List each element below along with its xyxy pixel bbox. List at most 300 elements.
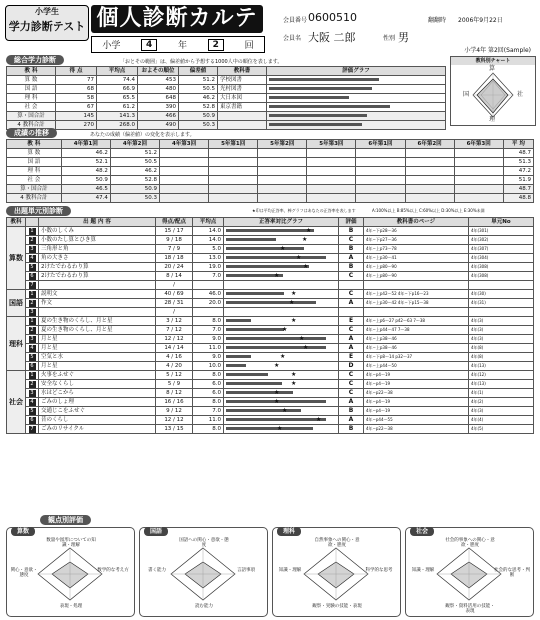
gender-value: 男 — [398, 31, 409, 44]
detail-my-rate-bar — [226, 247, 304, 250]
detail-my-rate-bar — [226, 229, 314, 232]
detail-subject-name: 国語 — [7, 290, 26, 317]
detail-no-badge: 1 — [30, 372, 34, 378]
detail-cell-page: 4年−p22〜38 — [364, 389, 469, 398]
overall-cell-subject: 算 数 — [7, 76, 56, 85]
trend-note: あなたの成績（偏差値）の変化を表示します。 — [90, 132, 195, 138]
detail-cell-score: 16 / 16 — [156, 398, 193, 407]
detail-cell-no — [26, 407, 39, 416]
detail-cell-no — [26, 380, 39, 389]
detail-cell-score: 40 / 69 — [156, 290, 193, 299]
detail-no-badge: 2 — [30, 300, 34, 306]
detail-max: 18 — [174, 237, 182, 243]
detail-max: 14 — [174, 273, 182, 279]
detail-cell-score: 15 / 17 — [156, 227, 193, 236]
detail-cell-content: 月と星 — [39, 362, 156, 371]
detail-cell-unit: 4年(307) — [469, 245, 534, 254]
overall-cell-textbook: 光村図書 — [218, 85, 267, 94]
detail-cell-no — [26, 236, 39, 245]
detail-cell-no — [26, 299, 39, 308]
issue-date: 2006年9月22日 — [458, 17, 503, 24]
trend-cell-subject: 算 数 — [7, 149, 62, 158]
detail-cell-no — [26, 371, 39, 380]
detail-cell-no — [26, 362, 39, 371]
overall-cell-avg: 61.2 — [97, 103, 138, 112]
ability-axis-label: 観察・実験の技能・表現 — [312, 604, 362, 609]
detail-col-no — [26, 218, 39, 227]
detail-cell-no — [26, 317, 39, 326]
detail-no-badge: 1 — [30, 291, 34, 297]
detail-cell-graph — [224, 272, 339, 281]
overall-col-rank: およその順位 — [138, 67, 179, 76]
overall-cell-rank: 490 — [138, 121, 179, 130]
detail-cell-avg: 13.0 — [193, 254, 224, 263]
detail-cell-unit: 4年(302) — [469, 236, 534, 245]
detail-cell-graph — [224, 425, 339, 434]
detail-cell-eval: B — [339, 227, 364, 236]
overall-cell-avg: 65.5 — [97, 94, 138, 103]
detail-cell-avg: 20.0 — [193, 299, 224, 308]
trend-cell-empty — [405, 176, 454, 185]
detail-cell-unit: 4年(5) — [469, 425, 534, 434]
detail-no-badge: 4 — [30, 345, 34, 351]
ability-panel-title: 理科 — [277, 527, 301, 536]
overall-col-dev: 偏差値 — [179, 67, 218, 76]
detail-cell-eval: D — [339, 362, 364, 371]
detail-cell-graph — [224, 290, 339, 299]
detail-cell-score: 7 / 12 — [156, 326, 193, 335]
detail-my-rate-bar — [226, 364, 246, 367]
detail-cell-score: 9 / 12 — [156, 407, 193, 416]
detail-cell-eval: C — [339, 236, 364, 245]
overall-col-textbook: 教科書 — [218, 67, 267, 76]
ability-axis-label: 観察・資料活用の技能・表現 — [445, 604, 495, 614]
detail-row — [7, 344, 534, 353]
detail-avg-star: ★ — [302, 236, 308, 243]
trend-cell-empty — [159, 185, 208, 194]
detail-my-rate-bar — [226, 256, 326, 259]
detail-avg-star: ★ — [274, 272, 280, 279]
detail-cell-content: 小数のしくみ — [39, 227, 156, 236]
detail-cell-no — [26, 398, 39, 407]
overall-eval-graph — [267, 112, 446, 121]
detail-cell-page: 4年−p4〜19 — [364, 398, 469, 407]
ability-axis-label: 読む能力 — [195, 604, 213, 609]
detail-cell-avg: 7.0 — [193, 272, 224, 281]
detail-cell-page: 4年−上p80〜90 — [364, 263, 469, 272]
detail-cell-avg: 7.0 — [193, 407, 224, 416]
detail-cell-graph — [224, 236, 339, 245]
trend-col-3: 4年第3回 — [159, 140, 208, 149]
overall-cell-dev: 46.2 — [179, 94, 218, 103]
detail-score: 3 — [166, 318, 170, 324]
detail-cell-graph — [224, 344, 339, 353]
detail-eval-note: A:100%以上 B:85%以上 C:60%以上 D:30%以上 E:30%未満 — [372, 208, 485, 213]
detail-cell-content: 月と星 — [39, 335, 156, 344]
trend-col-6: 5年第3回 — [307, 140, 356, 149]
detail-avg-star: ★ — [274, 398, 280, 405]
grade-round-box — [91, 36, 265, 53]
detail-score: 9 — [166, 237, 170, 243]
detail-avg-star: ★ — [274, 389, 280, 396]
detail-cell-content: 夏の生き物のくらし、月と星 — [39, 326, 156, 335]
detail-col-graph: 正答率対比グラフ — [224, 218, 339, 227]
detail-cell-eval — [339, 308, 364, 317]
detail-max: 69 — [176, 291, 184, 297]
member-name-label: 会員名 — [283, 35, 302, 42]
detail-cell-score: 14 / 14 — [156, 344, 193, 353]
overall-cell-subject: 国 語 — [7, 85, 56, 94]
overall-cell-score: 67 — [56, 103, 97, 112]
trend-cell-subject: 算・国合計 — [7, 185, 62, 194]
detail-cell-eval: B — [339, 263, 364, 272]
detail-cell-avg: 8.0 — [193, 371, 224, 380]
grade-prefix: 小学 — [102, 41, 121, 51]
detail-my-rate-bar — [226, 409, 301, 412]
overall-row — [7, 112, 446, 121]
detail-col-score: 得点/配点 — [156, 218, 193, 227]
detail-subject-name: 理科 — [7, 317, 26, 371]
overall-cell-dev: 51.2 — [179, 76, 218, 85]
trend-col-5: 5年第2回 — [258, 140, 307, 149]
detail-cell-graph — [224, 245, 339, 254]
ability-panel-title: 算数 — [11, 527, 35, 536]
detail-col-eval: 評価 — [339, 218, 364, 227]
detail-cell-no — [26, 254, 39, 263]
subject-chart-box — [450, 56, 536, 126]
detail-avg-star: ★ — [291, 380, 297, 387]
detail-cell-page: 4年−p4〜19 — [364, 407, 469, 416]
overall-cell-score: 77 — [56, 76, 97, 85]
overall-eval-graph — [267, 121, 446, 130]
overall-eval-bar — [269, 114, 367, 117]
overall-cell-rank: 480 — [138, 85, 179, 94]
trend-cell-empty — [454, 149, 503, 158]
report-subtitle: 小学4年 第2回(Sample) — [464, 47, 531, 54]
trend-cell-empty — [159, 158, 208, 167]
detail-my-rate-bar — [226, 373, 268, 376]
overall-cell-textbook: 東京書籍 — [218, 103, 267, 112]
trend-col-10: 平 均 — [503, 140, 533, 149]
detail-cell-content — [39, 281, 156, 290]
detail-cell-graph — [224, 389, 339, 398]
trend-row — [7, 185, 534, 194]
trend-cell-avg: 51.3 — [503, 158, 533, 167]
trend-cell-subject: 4 教科合計 — [7, 194, 62, 203]
detail-max: 18 — [176, 255, 184, 261]
detail-row — [7, 236, 534, 245]
detail-no-badge: 3 — [30, 246, 34, 252]
detail-row — [7, 425, 534, 434]
detail-row — [7, 407, 534, 416]
detail-max: 12 — [176, 336, 184, 342]
detail-avg-star: ★ — [282, 326, 288, 333]
detail-cell-eval: A — [339, 299, 364, 308]
trend-row — [7, 167, 534, 176]
detail-score: 9 — [166, 408, 170, 414]
detail-cell-content: 小数のたし算とひき算 — [39, 236, 156, 245]
overall-cell-rank: 453 — [138, 76, 179, 85]
overall-table — [6, 66, 446, 130]
detail-cell-avg: 9.0 — [193, 353, 224, 362]
trend-row — [7, 176, 534, 185]
trend-cell-empty — [258, 149, 307, 158]
overall-cell-dev: 50.5 — [179, 85, 218, 94]
detail-cell-eval: A — [339, 335, 364, 344]
detail-my-rate-bar — [226, 319, 251, 322]
trend-cell-empty — [209, 194, 258, 203]
detail-score: 4 — [166, 354, 170, 360]
trend-cell-empty — [258, 167, 307, 176]
detail-avg-star: ★ — [291, 317, 297, 324]
overall-eval-bar — [269, 123, 362, 126]
detail-cell-page: 4年−上p38〜46 — [364, 335, 469, 344]
ability-axis-label: 科学的な思考 — [365, 568, 393, 573]
ability-axis-label: 言語事項 — [237, 568, 255, 573]
trend-section-title: 成績の推移 — [6, 128, 57, 138]
detail-score: 28 — [164, 300, 172, 306]
overall-cell-avg: 66.9 — [97, 85, 138, 94]
trend-cell-empty — [356, 149, 405, 158]
ability-axis-label: 数量や図形についての知識・理解 — [46, 538, 96, 548]
trend-cell-empty — [209, 149, 258, 158]
detail-cell-avg: 9.0 — [193, 335, 224, 344]
detail-cell-no — [26, 416, 39, 425]
detail-my-rate-bar — [226, 418, 326, 421]
detail-cell-graph — [224, 371, 339, 380]
overall-cell-textbook — [218, 121, 267, 130]
detail-col-subject: 教科 — [7, 218, 26, 227]
trend-cell-r2: 52.8 — [110, 176, 159, 185]
trend-cell-avg: 48.7 — [503, 185, 533, 194]
trend-cell-empty — [209, 158, 258, 167]
detail-cell-avg: 8.0 — [193, 317, 224, 326]
detail-cell-page — [364, 281, 469, 290]
detail-cell-avg: 7.0 — [193, 326, 224, 335]
detail-cell-graph — [224, 380, 339, 389]
detail-cell-no — [26, 227, 39, 236]
trend-cell-r1: 46.2 — [61, 149, 110, 158]
overall-section-title: 総合学力診断 — [6, 55, 64, 65]
detail-max: 9 — [176, 381, 181, 387]
member-no-label: 会員番号 — [283, 17, 308, 24]
detail-cell-content: 安全なくらし — [39, 380, 156, 389]
detail-cell-unit: 4年(308) — [469, 263, 534, 272]
trend-cell-empty — [307, 158, 356, 167]
overall-cell-dev: 50.9 — [179, 112, 218, 121]
detail-cell-no — [26, 272, 39, 281]
detail-cell-page: 4年−上p80〜90 — [364, 272, 469, 281]
detail-score: 8 — [166, 273, 170, 279]
trend-row — [7, 194, 534, 203]
detail-subject-name: 算数 — [7, 227, 26, 290]
trend-cell-empty — [405, 149, 454, 158]
overall-col-graph: 評価グラフ — [267, 67, 446, 76]
detail-cell-graph — [224, 281, 339, 290]
overall-col-score: 得 点 — [56, 67, 97, 76]
overall-eval-graph — [267, 85, 446, 94]
detail-col-page: 教科書のページ — [364, 218, 469, 227]
ability-axis-label: 数学的な考え方 — [97, 568, 129, 573]
overall-row — [7, 94, 446, 103]
detail-cell-graph — [224, 398, 339, 407]
overall-cell-subject: 社 会 — [7, 103, 56, 112]
detail-my-rate-bar — [226, 382, 282, 385]
detail-row — [7, 380, 534, 389]
trend-cell-r2: 51.2 — [110, 149, 159, 158]
trend-cell-empty — [454, 158, 503, 167]
detail-avg-star: ★ — [316, 416, 322, 423]
detail-cell-eval: C — [339, 290, 364, 299]
detail-cell-unit: 4年(304) — [469, 254, 534, 263]
detail-cell-score: 13 / 15 — [156, 425, 193, 434]
detail-my-rate-bar — [226, 265, 309, 268]
trend-cell-empty — [209, 167, 258, 176]
detail-no-badge: 6 — [30, 363, 34, 369]
overall-cell-score: 68 — [56, 85, 97, 94]
detail-cell-no — [26, 425, 39, 434]
trend-cell-empty — [454, 167, 503, 176]
detail-no-badge: 6 — [30, 417, 34, 423]
detail-max: 12 — [174, 372, 182, 378]
detail-cell-no — [26, 245, 39, 254]
overall-eval-bar — [269, 96, 349, 99]
trend-col-8: 6年第2回 — [405, 140, 454, 149]
detail-cell-score: 4 / 16 — [156, 353, 193, 362]
overall-cell-dev: 52.8 — [179, 103, 218, 112]
trend-cell-r1: 50.9 — [61, 176, 110, 185]
trend-cell-empty — [307, 176, 356, 185]
overall-cell-avg: 268.0 — [97, 121, 138, 130]
detail-max: 9 — [176, 246, 181, 252]
trend-cell-empty — [159, 149, 208, 158]
overall-row — [7, 121, 446, 130]
detail-cell-eval: C — [339, 272, 364, 281]
detail-cell-avg: 14.0 — [193, 236, 224, 245]
detail-cell-content: 空気と水 — [39, 353, 156, 362]
detail-cell-graph — [224, 317, 339, 326]
trend-cell-avg: 48.7 — [503, 149, 533, 158]
trend-cell-avg: 47.2 — [503, 167, 533, 176]
detail-avg-star: ★ — [289, 299, 295, 306]
trend-cell-empty — [258, 194, 307, 203]
trend-cell-empty — [405, 158, 454, 167]
detail-max: 24 — [176, 264, 184, 270]
detail-cell-content: 2けたでわるわり算 — [39, 263, 156, 272]
trend-cell-empty — [405, 185, 454, 194]
detail-cell-page: 4年−p22〜38 — [364, 425, 469, 434]
detail-avg-star: ★ — [280, 353, 286, 360]
detail-cell-score: 18 / 18 — [156, 254, 193, 263]
detail-row — [7, 389, 534, 398]
trend-cell-empty — [307, 149, 356, 158]
detail-cell-graph — [224, 416, 339, 425]
detail-cell-avg: 11.0 — [193, 416, 224, 425]
detail-row — [7, 362, 534, 371]
detail-cell-page: 4年−p4〜19 — [364, 380, 469, 389]
detail-max: 14 — [176, 345, 184, 351]
trend-cell-empty — [356, 158, 405, 167]
overall-eval-graph — [267, 76, 446, 85]
detail-row — [7, 353, 534, 362]
detail-no-badge: 7 — [30, 282, 34, 288]
detail-cell-page: 4年−下p8〜14 p32〜37 — [364, 353, 469, 362]
trend-cell-empty — [258, 185, 307, 194]
detail-cell-page: 4年−上p44〜50 — [364, 362, 469, 371]
detail-my-rate-bar — [226, 355, 251, 358]
trend-cell-avg: 48.8 — [503, 194, 533, 203]
detail-cell-eval: C — [339, 326, 364, 335]
overall-eval-graph — [267, 94, 446, 103]
detail-max: 17 — [176, 228, 184, 234]
detail-cell-unit — [469, 308, 534, 317]
overall-cell-rank: 466 — [138, 112, 179, 121]
detail-row — [7, 245, 534, 254]
detail-score: 20 — [164, 264, 172, 270]
ability-axis-label: 社会的な思考・判断 — [494, 568, 530, 578]
detail-row — [7, 272, 534, 281]
detail-subject-name: 社会 — [7, 371, 26, 434]
overall-cell-score: 58 — [56, 94, 97, 103]
detail-cell-score: 20 / 24 — [156, 263, 193, 272]
trend-cell-empty — [356, 194, 405, 203]
detail-row — [7, 398, 534, 407]
detail-row — [7, 299, 534, 308]
detail-no-badge: 2 — [30, 237, 34, 243]
detail-score: 12 — [164, 336, 172, 342]
detail-cell-content: 角の大きさ — [39, 254, 156, 263]
detail-cell-score: 8 / 14 — [156, 272, 193, 281]
member-no: 0600510 — [308, 11, 357, 24]
detail-cell-content: 2けたでわるわり算 — [39, 272, 156, 281]
detail-cell-content — [39, 308, 156, 317]
detail-cell-unit: 4年(301) — [469, 227, 534, 236]
detail-cell-no — [26, 389, 39, 398]
detail-avg-star: ★ — [291, 290, 297, 297]
detail-score: 7 — [167, 246, 172, 252]
detail-cell-unit: 4年(3) — [469, 335, 534, 344]
overall-cell-rank: 390 — [138, 103, 179, 112]
detail-cell-graph — [224, 299, 339, 308]
detail-cell-eval: A — [339, 254, 364, 263]
trend-cell-empty — [454, 185, 503, 194]
overall-cell-score: 145 — [56, 112, 97, 121]
report-header — [3, 3, 535, 55]
ability-axis-label: 知識・理解 — [278, 568, 302, 573]
detail-no-badge: 2 — [30, 327, 34, 333]
ability-panel-title: 国語 — [144, 527, 168, 536]
round-value: 2 — [208, 39, 224, 51]
detail-cell-content: 作文 — [39, 299, 156, 308]
overall-eval-bar — [269, 105, 390, 108]
detail-my-rate-bar — [226, 238, 276, 241]
issue-date-label: 翻翻時 — [428, 17, 447, 24]
overall-row — [7, 103, 446, 112]
test-logo — [5, 5, 89, 41]
detail-score: 7 — [166, 327, 170, 333]
detail-score: 8 — [166, 390, 170, 396]
detail-no-badge: 3 — [30, 390, 34, 396]
radar-right-label: 社 — [517, 91, 524, 98]
detail-row — [7, 227, 534, 236]
detail-my-rate-bar — [226, 292, 284, 295]
detail-cell-graph — [224, 308, 339, 317]
overall-row — [7, 85, 446, 94]
detail-cell-page: 4年−下p27〜36 — [364, 236, 469, 245]
detail-cell-unit — [469, 281, 534, 290]
detail-cell-page: 4年−上p30〜42 4年−下p15〜38 — [364, 299, 469, 308]
detail-max: 12 — [174, 408, 182, 414]
